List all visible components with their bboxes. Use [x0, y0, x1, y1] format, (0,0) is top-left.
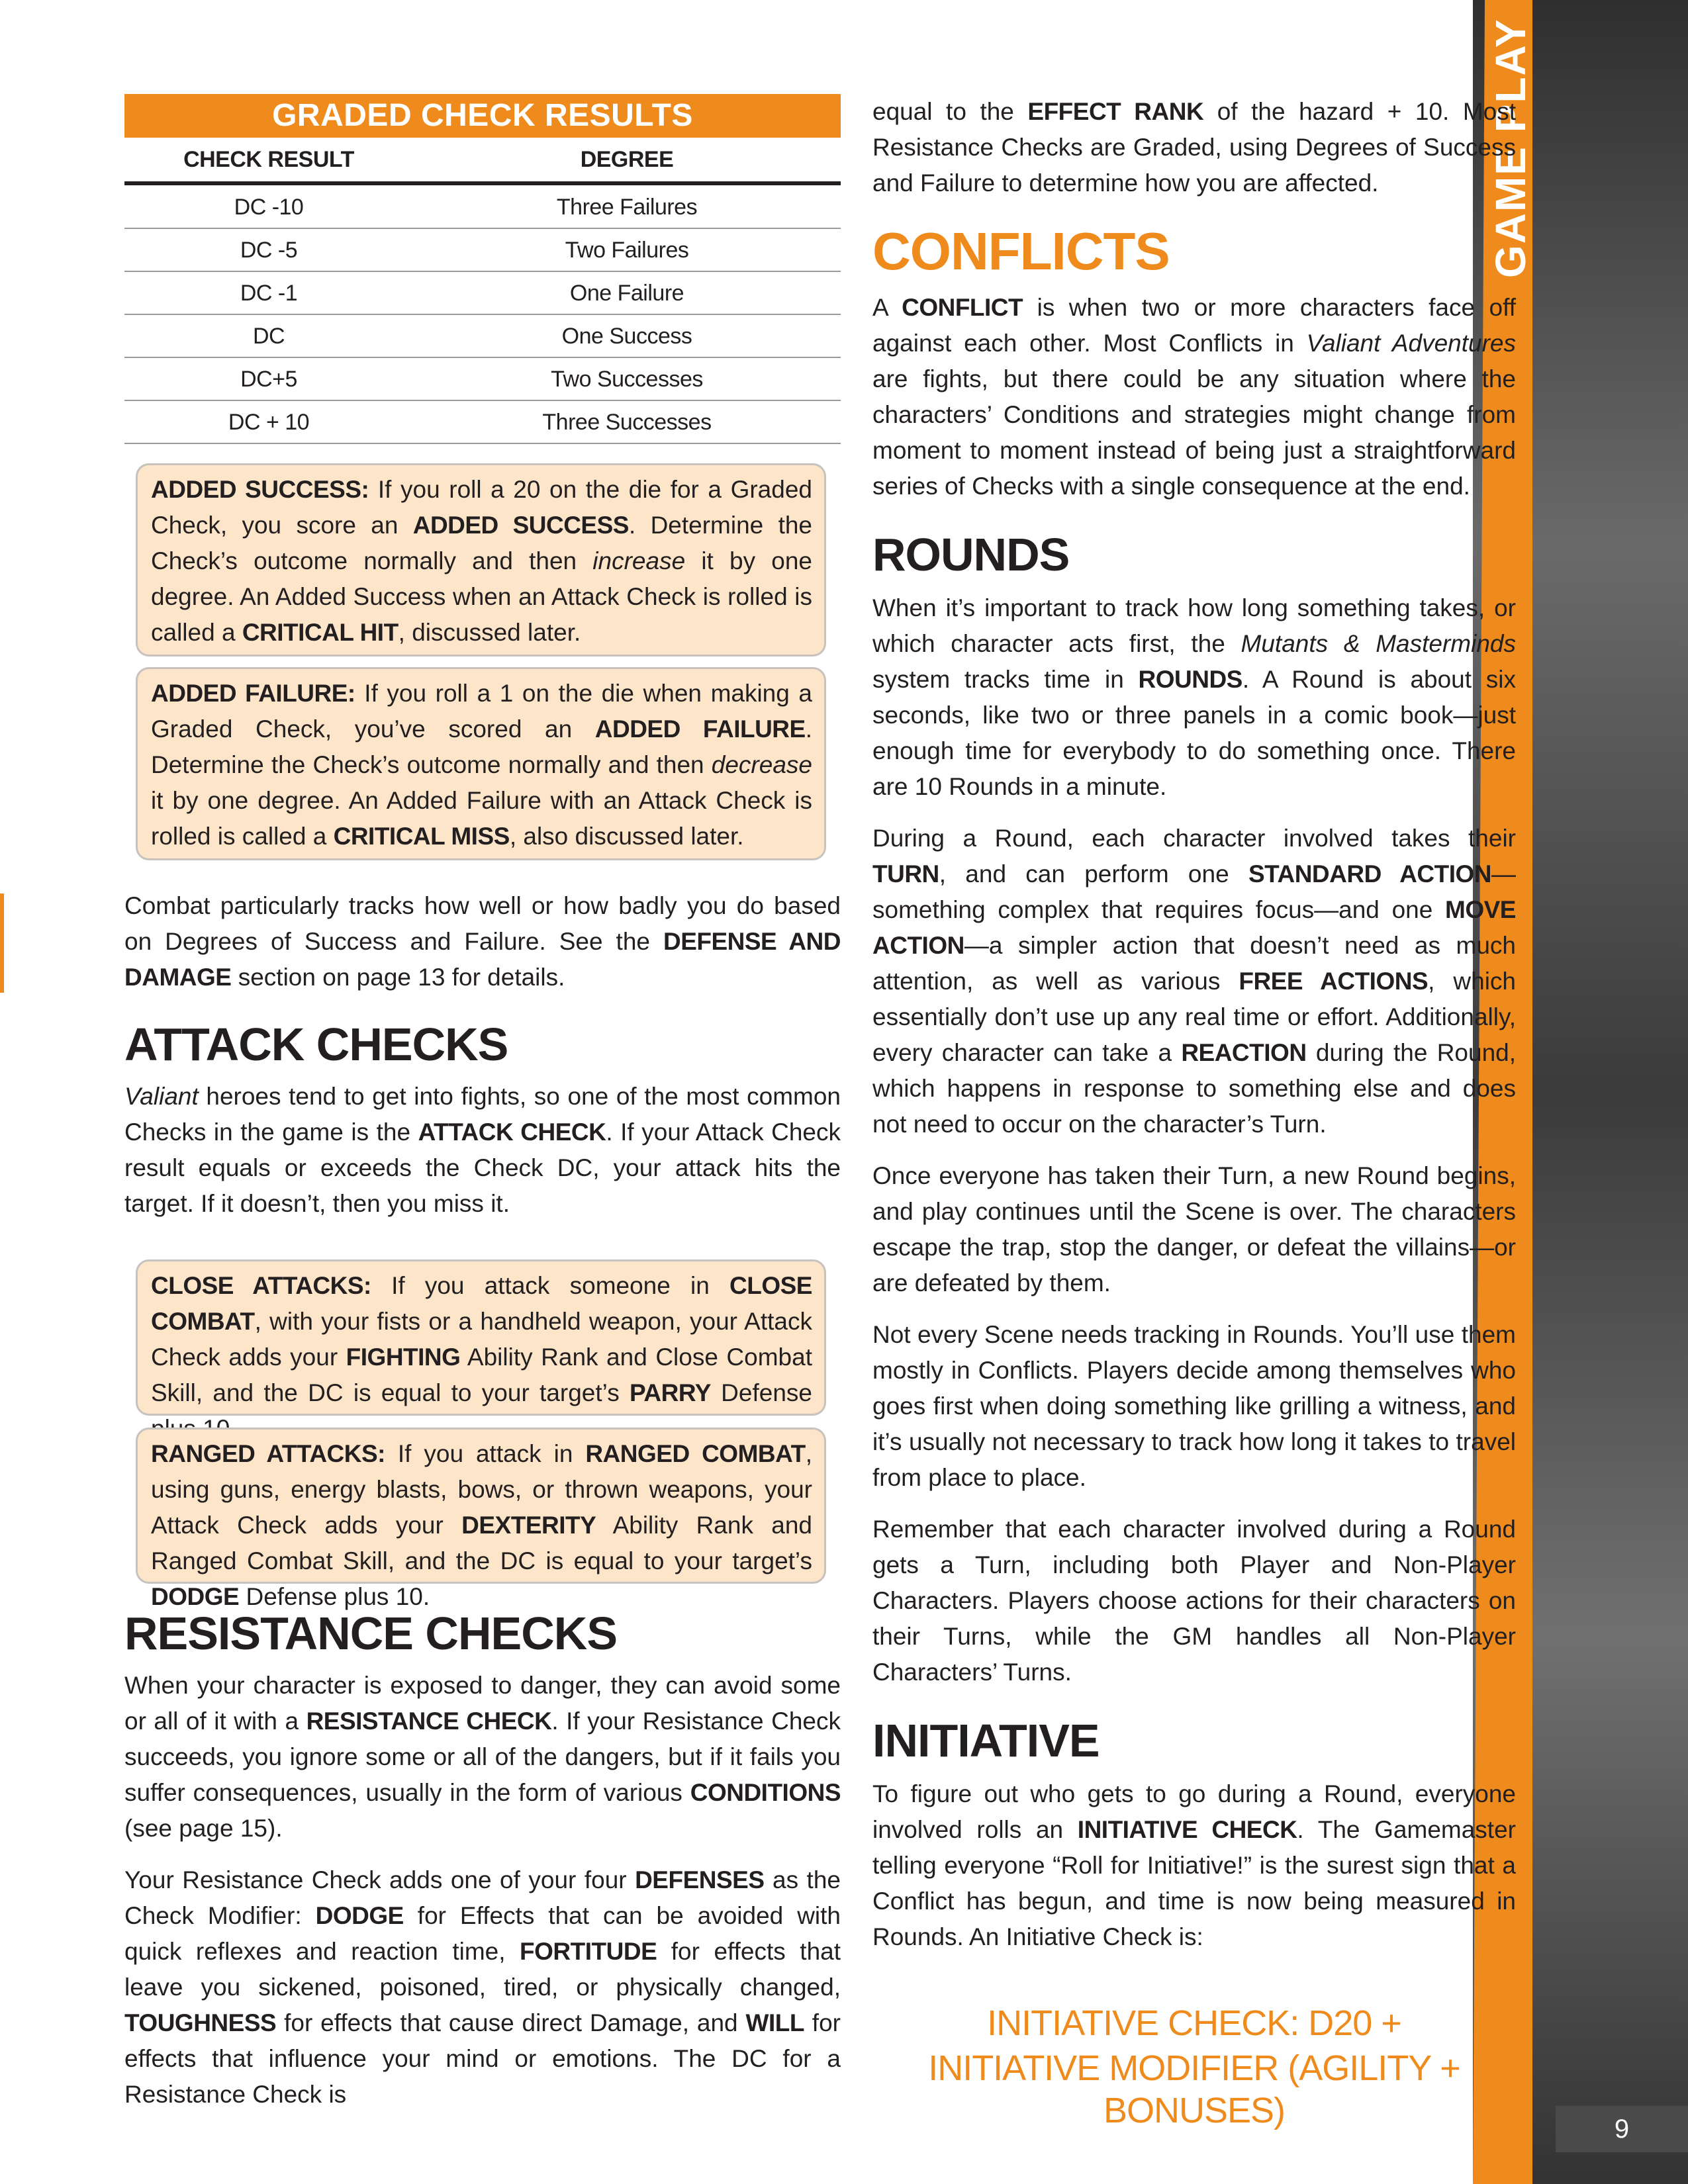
table-row	[124, 271, 841, 315]
box-label: CLOSE ATTACKS:	[151, 1272, 371, 1299]
cell-check: DC -10	[234, 195, 304, 220]
table-header	[124, 142, 841, 185]
close-attacks-text: CLOSE ATTACKS: If you attack someone in CLOSE COMBAT, with your fists or a handheld weapon, your Attack Check adds your FIGHTING Ability Rank and Close Combat Skill, and the DC is equal to your target’s PARRY Defense	[151, 1272, 812, 1406]
added-success-text: ADDED SUCCESS: If you roll a 20 on the die for a Graded Check, you score an ADDED SUCCESS. Determine the Check’s outcome normally and then increase it by one degree. An Added Success when an Attack Check is rolled is called a CRITICAL HIT, discussed later.	[151, 476, 813, 646]
cell-degree: Two Successes	[551, 367, 703, 392]
attack-checks-heading: ATTACK CHECKS	[124, 1019, 508, 1070]
added-failure-box	[136, 667, 826, 860]
rounds-paragraph-1: When it’s important to track how long something takes, or which character acts first, the Mutants & Masterminds system tracks time in ROUNDS. A Round is about six seconds, like two or three panels in a comic book—just enough time for everybody to do something once. There are 10 Rounds in a minute.	[872, 594, 1516, 800]
table-row	[124, 314, 841, 358]
cell-check: DC+5	[240, 367, 297, 392]
added-success-box	[136, 463, 826, 657]
initiative-paragraph: To figure out who gets to go during a Round, everyone involved rolls an INITIATIVE CHECK. The Gamemaster telling everyone “Roll for Initiative!” is the surest sign that a Conflict has begun, and time is now being measured in Rounds. An Initiative Check is:	[872, 1780, 1516, 1950]
rounds-heading: ROUNDS	[872, 529, 1070, 580]
box-label: ADDED FAILURE:	[151, 680, 355, 707]
ranged-attacks-box	[136, 1428, 826, 1610]
ranged-attacks-text: RANGED ATTACKS: If you attack in RANGED COMBAT, using guns, energy blasts, bows, or thrown weapons, your Attack Check adds your DEXTERITY Ability Rank and Ranged Combat Skill, and the DC is equal to your target’s DODGE Defense plus 10.	[151, 1440, 812, 1610]
initiative-formula-line-1: INITIATIVE CHECK: D20 +	[987, 2003, 1401, 2043]
header-check-result: CHECK RESULT	[183, 147, 354, 172]
table-title: GRADED CHECK RESULTS	[124, 94, 841, 138]
box-label: ADDED SUCCESS:	[151, 476, 369, 503]
rounds-paragraph-2: During a Round, each character involved takes their TURN, and can perform one STANDARD ACTION—something complex that requires focus—and one MOVE ACTION—a simpler action that doesn’t need as much attention, as well as various FREE ACTIONS, which essentially don’t use up any real time or effort. Additionally, every character can take a REACTION during the Round, which happens in response to something else and does not need to occur on the character’s Turn.	[872, 825, 1517, 1138]
resistance-continued-paragraph: equal to the EFFECT RANK of the hazard + 10. Most Resistance Checks are Graded, using Degrees of Success and Failure to determine how you are affected.	[872, 98, 1516, 197]
combat-paragraph: Combat particularly tracks how well or how badly you do based on Degrees of Success and Failure. See the DEFENSE AND DAMAGE section on page 13 for details.	[124, 892, 841, 991]
left-column-lower	[124, 1607, 841, 2113]
attack-paragraph: Valiant heroes tend to get into fights, so one of the most common Checks in the game is the ATTACK CHECK. If your Attack Check result equals or exceeds the Check DC, your attack hits the target. If it doesn’t, then you miss it.	[124, 1083, 841, 1217]
close-attacks-box	[136, 1259, 826, 1416]
conflicts-heading: CONFLICTS	[872, 222, 1170, 281]
table-row	[124, 228, 841, 272]
conflicts-paragraph: A CONFLICT is when two or more characters face off against each other. Most Conflicts in Valiant Adventures are fights, but there could be any situation where the characters’ Conditions and strategies might change from moment to moment instead of being just a straightforward series of Checks with a single consequence at the end.	[872, 294, 1516, 500]
page-number: 9	[1556, 2106, 1688, 2152]
initiative-heading: INITIATIVE	[872, 1715, 1100, 1766]
table-row	[124, 357, 841, 401]
left-column	[124, 888, 841, 1222]
table-row	[124, 400, 841, 444]
added-failure-text: ADDED FAILURE: If you roll a 1 on the die when making a Graded Check, you’ve scored an ADDED FAILURE. Determine the Check’s outcome normally and then decrease it by one degree. An Added Failure with an Attack Check is rolled is called a CRITICAL MISS, also discussed later.	[151, 680, 812, 850]
cell-degree: Three Failures	[556, 195, 698, 220]
cell-degree: Two Failures	[565, 238, 689, 263]
cell-degree: One Failure	[569, 281, 684, 306]
margin-marker	[0, 893, 4, 993]
cell-check: DC	[252, 324, 285, 349]
box-label: RANGED ATTACKS:	[151, 1440, 385, 1467]
rounds-paragraph-4: Not every Scene needs tracking in Rounds. You’ll use them mostly in Conflicts. Players decide among themselves who goes first when doing something like grilling a witness, and it’s usually not necessary to track how long it takes to travel from place to place.	[872, 1321, 1516, 1491]
rounds-paragraph-5: Remember that each character involved during a Round gets a Turn, including both Player and Non-Player Characters. Players choose actions for their characters on their Turns, while the GM handles all Non-Player Characters’ Turns.	[872, 1516, 1516, 1686]
right-column	[872, 94, 1516, 1955]
rounds-paragraph-3: Once everyone has taken their Turn, a new Round begins, and play continues until the Scene is over. The characters escape the trap, stop the danger, or defeat the villains—or are defeated by them.	[872, 1162, 1516, 1297]
cell-check: DC + 10	[228, 410, 310, 435]
resistance-paragraph-1: When your character is exposed to danger, they can avoid some or all of it with a RESISTANCE CHECK. If your Resistance Check succeeds, you ignore some or all of the dangers, but if it fails you suffer consequences, usually in the form of various CONDITIONS (see page 15).	[124, 1672, 841, 1842]
resistance-paragraph-2: Your Resistance Check adds one of your four DEFENSES as the Check Modifier: DODGE for Effects that can be avoided with quick reflexes and reaction time, FORTITUDE for effects that leave you sickened, poisoned, tired, or physically changed, TOUGHNESS for effects that cause direct Damage, and WILL for effects that influence your mind or emotions. The DC for a Resistance Check is	[124, 1866, 841, 2108]
resistance-checks-heading: RESISTANCE CHECKS	[124, 1608, 618, 1659]
cell-check: DC -5	[240, 238, 298, 263]
cell-degree: Three Successes	[542, 410, 712, 435]
initiative-formula-line-2: INITIATIVE MODIFIER (AGILITY + BONUSES)	[928, 2048, 1460, 2130]
cell-degree: One Success	[561, 324, 692, 349]
header-degree: DEGREE	[580, 147, 674, 172]
table-row	[124, 185, 841, 229]
cell-check: DC -1	[240, 281, 298, 306]
chapter-label: GAME PLAY	[1487, 18, 1534, 278]
